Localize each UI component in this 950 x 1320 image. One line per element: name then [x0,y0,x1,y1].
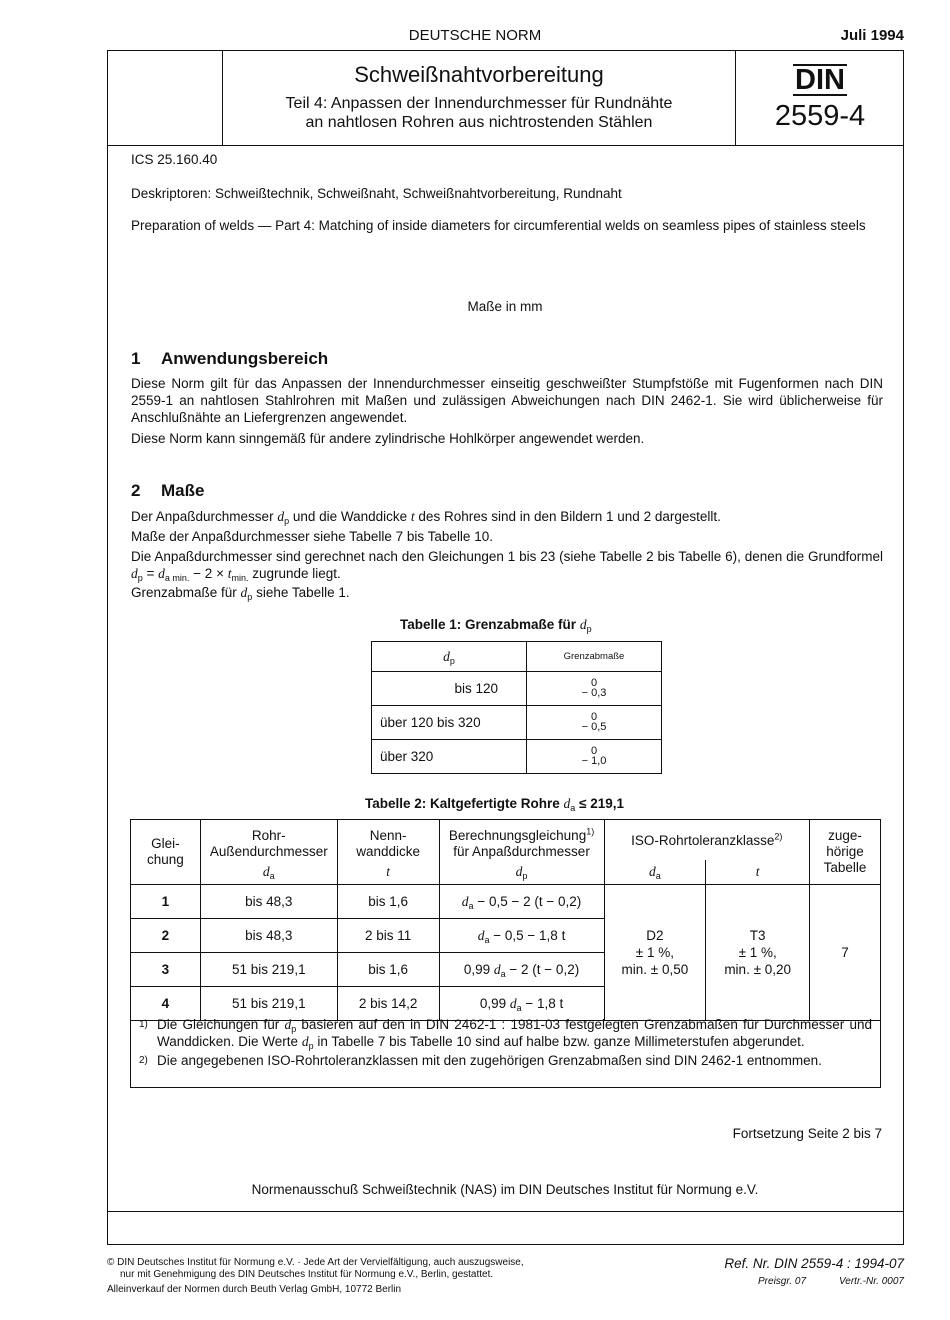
descriptors: Deskriptoren: Schweißtechnik, Schweißnaht, Schweißnahtvorbereitung, Rundnaht [131,186,622,201]
section-number: 2 [131,481,141,500]
table-2-footnotes [130,1010,881,1088]
copyright-line: nur mit Genehmigung des DIN Deutsches Institut für Normung e.V., Berlin, gestattet. [120,1269,494,1280]
iso-d-tolerance: D2 ± 1 %, min. ± 0,50 [604,885,706,1021]
section-title: Anwendungsbereich [161,349,329,368]
section-number: 1 [131,349,141,368]
table-row: über 320 0 − 1,0 [372,740,662,774]
associated-table: 7 [810,885,881,1021]
subtitle-line: Teil 4: Anpassen der Innendurchmesser für Rundnähte [285,95,673,112]
footer-divider [107,1211,904,1212]
english-title: Preparation of welds — Part 4: Matching of inside diameters for circumferential welds on seamless pipes of stainless steels [131,218,866,233]
section-2-heading [131,482,883,499]
sales-note: Alleinverkauf der Normen durch Beuth Verlag GmbH, 10772 Berlin [107,1284,402,1295]
footnote-2: 2) Die angegebenen ISO-Rohrtoleranzklassen mit den zugehörigen Grenzabmaßen sind DIN 2462-1 entnommen. [139,1053,822,1068]
iso-t-tolerance: T3 ± 1 %, min. ± 0,20 [706,885,810,1021]
copyright-line: © DIN Deutsches Institut für Normung e.V. · Jede Art der Vervielfältigung, auch auszugsweise, [107,1257,524,1268]
table-header-row: Glei- chung Rohr- Außendurchmesser Nenn- wanddicke Berechnungsgleichung$^{1)}$ für Anpaßdurchmesser ISO-Rohrtoleranzklasse$^{2)}$ zuge- hörige Tabelle [131,820,881,861]
table-2-caption: Tabelle 2: Kaltgefertigte Rohre $d_a \le 219,1$ [365,796,625,813]
document-title: Schweißnahtvorbereitung [354,62,604,87]
issue-date: Juli 1994 [840,27,904,44]
document-subtitle [223,94,735,132]
section-2-line: Grenzabmaße für $d_p$ siehe Tabelle 1. [131,585,350,602]
table-row: 3 51 bis 219,1 bis 1,6 0,99 $d_a - 2$ (t − 0,2) [131,953,881,987]
section-title: Maße [161,481,205,500]
ics-code: ICS 25.160.40 [131,152,218,167]
reference-number: Ref. Nr. DIN 2559-4 : 1994-07 [724,1256,904,1271]
table-row: 1 bis 48,3 bis 1,6 $d_a - 0,5 - 2$ (t − 0,2) D2 ± 1 %, min. ± 0,50 T3 ± 1 %, min. ± 0,20 7 [131,885,881,919]
din-number: 2559-4 [774,100,866,132]
footnote-1: 1) Die Gleichungen für $d_p$ basieren auf den in DIN 2462-1 : 1981-03 festgelegten Grenzabmaßen für Durchmesser und Wanddicken. Die Werte $d_p$ in Tabelle 7 bis Tabelle 10 sind auf halbe bzw. ganze Millimeterstufen abgerundet. [139,1017,872,1051]
sales-number: Vertr.-Nr. 0007 [838,1276,904,1287]
header-logo-cell [107,50,223,146]
standard-type: DEUTSCHE NORM [408,27,542,44]
price-group: Preisgr. 07 [758,1276,806,1287]
table-row: 2 bis 48,3 2 bis 11 $d_a - 0,5 - 1,8$ t [131,919,881,953]
din-designation [736,50,904,146]
din-logo: DIN [795,64,845,96]
section-2-line: Der Anpaßdurchmesser $d_p$ und die Wanddicke t des Rohres sind in den Bildern 1 und 2 dargestellt. [131,509,721,526]
section-1-heading [131,350,883,367]
continuation-note: Fortsetzung Seite 2 bis 7 [732,1126,882,1141]
section-2-line: Die Anpaßdurchmesser sind gerechnet nach den Gleichungen 1 bis 23 (siehe Tabelle 2 bis Tabelle 6), denen die Grundformel $d_p = d_{a min.} - 2 \times t_{min.}$ zugrunde liegt. [131,549,883,583]
table-row: bis 120 0 − 0,3 [372,672,662,706]
section-2-line: Maße der Anpaßdurchmesser siehe Tabelle 7 bis Tabelle 10. [131,529,493,544]
header-divider [107,145,904,146]
table-row: über 120 bis 320 0 − 0,5 [372,706,662,740]
section-1-paragraph: Diese Norm kann sinngemäß für andere zylindrische Hohlkörper angewendet werden. [131,431,645,446]
table-header-row: $d_p$ Grenzabmaße [372,642,662,672]
section-1-paragraph: Diese Norm gilt für das Anpassen der Innendurchmesser einseitig geschweißter Stumpfstöße mit Fugenformen nach DIN 2559-1 an nahtlosen Stahlrohren mit Maßen und zulässigen Abweichungen nach DIN 2462-1. Sie wird üblicherweise für Anschlußnähte an Liefergrenzen angewendet. [131,376,883,425]
table-2 [130,819,881,1021]
table-row: 4 51 bis 219,1 2 bis 14,2 0,99 $d_a - 1,8$ t [131,987,881,1021]
subtitle-line: an nahtlosen Rohren aus nichtrostenden Stählen [305,114,653,131]
units-note: Maße in mm [467,299,543,314]
table-1 [371,641,662,774]
header-title-cell [223,50,736,146]
table-header-symbol-row: $d_a$ t $d_p$ $d_a$ t [131,860,881,885]
table-1-caption: Tabelle 1: Grenzabmaße für $d_p$ [400,617,592,634]
committee: Normenausschuß Schweißtechnik (NAS) im DIN Deutsches Institut für Normung e.V. [251,1182,759,1197]
